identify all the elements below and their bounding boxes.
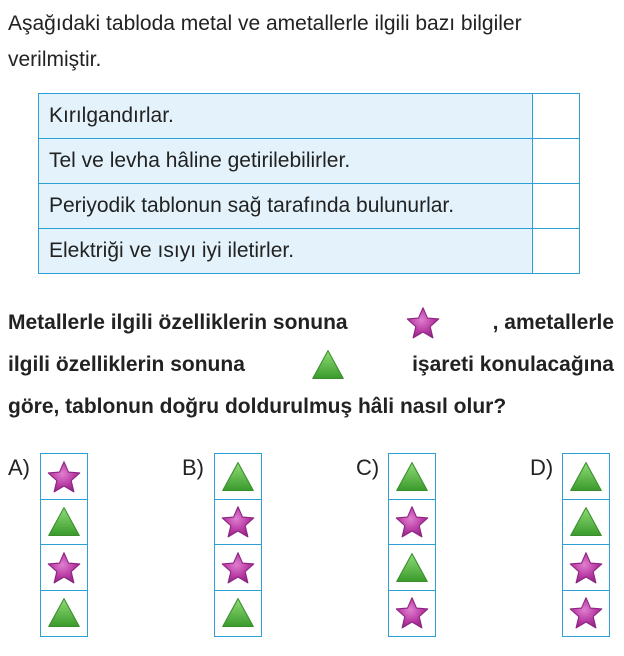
star-icon: [405, 305, 441, 341]
option-cell: [388, 544, 436, 591]
triangle-icon: [568, 504, 604, 540]
question-part: işareti konulacağına: [412, 353, 614, 376]
triangle-icon: [220, 595, 256, 631]
property-text: Kırılgandırlar.: [39, 94, 533, 139]
intro-line-2: verilmiştir.: [8, 48, 102, 71]
star-icon: [568, 595, 604, 631]
option-cell: [40, 544, 88, 591]
question-line-2: [8, 344, 614, 386]
star-icon: [568, 550, 604, 586]
triangle-icon: [394, 550, 430, 586]
question-text: [8, 302, 614, 428]
answer-box: [533, 139, 580, 184]
property-text: Tel ve levha hâline getirilebilirler.: [39, 139, 533, 184]
answer-box: [533, 94, 580, 139]
option-column: [214, 453, 262, 637]
triangle-icon: [46, 504, 82, 540]
option-label: D): [530, 455, 554, 480]
star-icon: [220, 550, 256, 586]
triangle-icon: [394, 459, 430, 495]
option-column: [562, 453, 610, 637]
table-row: [39, 229, 580, 274]
triangle-icon: [568, 459, 604, 495]
intro-text: [8, 6, 614, 78]
option-cell: [562, 499, 610, 546]
table-row: [39, 184, 580, 229]
star-icon: [220, 504, 256, 540]
option-column: [40, 453, 88, 637]
option-label: C): [356, 455, 380, 480]
star-icon: [394, 504, 430, 540]
option-cell: [562, 453, 610, 500]
intro-line-1: Aşağıdaki tabloda metal ve ametallerle ilgili bazı bilgiler: [8, 12, 522, 35]
option-column: [388, 453, 436, 637]
properties-table: [38, 93, 580, 274]
option-cell: [388, 499, 436, 546]
triangle-icon: [46, 595, 82, 631]
option-cell: [214, 453, 262, 500]
property-text: Elektriği ve ısıyı iyi iletirler.: [39, 229, 533, 274]
answer-box: [533, 184, 580, 229]
table-row: [39, 139, 580, 184]
star-icon: [46, 459, 82, 495]
option-cell: [562, 590, 610, 637]
property-text: Periyodik tablonun sağ tarafında bulunurlar.: [39, 184, 533, 229]
option-cell: [40, 453, 88, 500]
option-cell: [40, 590, 88, 637]
question-line-3: göre, tablonun doğru doldurulmuş hâli nasıl olur?: [8, 395, 507, 418]
option-cell: [40, 499, 88, 546]
option-label: B): [182, 455, 204, 480]
option-cell: [214, 590, 262, 637]
option-label: A): [8, 455, 30, 480]
star-icon: [46, 550, 82, 586]
option-cell: [214, 499, 262, 546]
question-line-1: [8, 302, 614, 344]
question-part: Metallerle ilgili özelliklerin sonuna: [8, 311, 348, 334]
option-cell: [214, 544, 262, 591]
option-cell: [562, 544, 610, 591]
option-cell: [388, 453, 436, 500]
star-icon: [394, 595, 430, 631]
answer-box: [533, 229, 580, 274]
table-row: [39, 94, 580, 139]
question-part: , ametallerle: [492, 311, 614, 334]
question-part: ilgili özelliklerin sonuna: [8, 353, 245, 376]
option-cell: [388, 590, 436, 637]
triangle-icon: [309, 347, 347, 383]
triangle-icon: [220, 459, 256, 495]
